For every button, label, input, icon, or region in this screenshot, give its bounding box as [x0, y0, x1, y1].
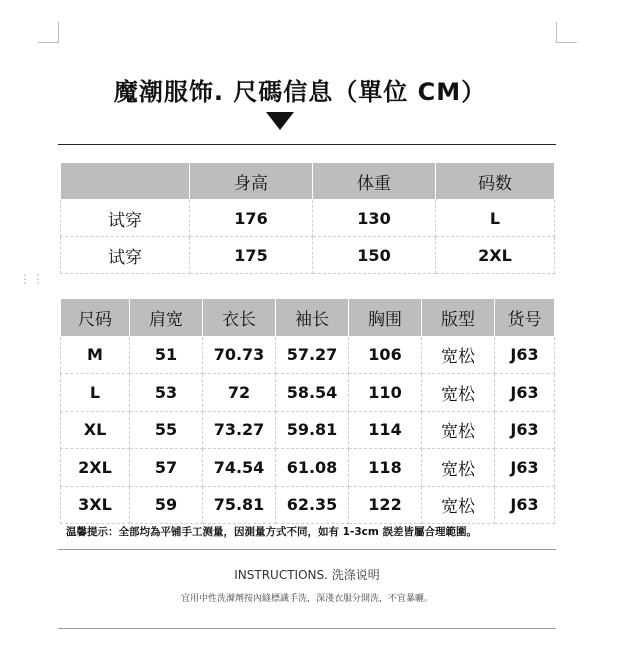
size-table-cell: 宽松	[422, 336, 495, 374]
page-title: 魔潮服饰. 尺碼信息（單位 CM）	[113, 78, 487, 106]
measurement-note: 温馨提示：全部均為平铺手工测量，因測量方式不同，如有 1-3cm 誤差皆屬合理範圍。	[66, 526, 477, 538]
size-table-cell: J63	[495, 449, 555, 487]
page-corner-mark-top-right	[556, 22, 577, 43]
size-table-header-cell: 肩宽	[130, 299, 203, 337]
fit-table-row	[61, 237, 555, 274]
size-table-header-row	[61, 299, 555, 337]
fit-table-header-cell: 身高	[190, 163, 313, 200]
fit-table-cell: 130	[313, 200, 436, 237]
size-table-cell: 106	[349, 336, 422, 374]
size-table-header-cell: 尺码	[61, 299, 130, 337]
size-table-cell: 62.35	[276, 486, 349, 524]
size-table-cell: M	[61, 336, 130, 374]
size-table-cell: 57.27	[276, 336, 349, 374]
size-table-row	[61, 486, 555, 524]
size-table-header-cell: 袖长	[276, 299, 349, 337]
size-table-cell: J63	[495, 374, 555, 412]
size-table-cell: 57	[130, 449, 203, 487]
size-table-cell: 75.81	[203, 486, 276, 524]
size-table-cell: 70.73	[203, 336, 276, 374]
fit-table-cell: 150	[313, 237, 436, 274]
size-table-cell: 3XL	[61, 486, 130, 524]
size-table-cell: 宽松	[422, 486, 495, 524]
size-table-cell: 59.81	[276, 411, 349, 449]
size-table-cell: 58.54	[276, 374, 349, 412]
size-table-cell: 114	[349, 411, 422, 449]
size-table-header-cell: 衣长	[203, 299, 276, 337]
size-table-cell: 110	[349, 374, 422, 412]
table-move-handle-icon[interactable]: ⋮⋮	[19, 272, 45, 286]
size-table-cell: J63	[495, 411, 555, 449]
size-table-cell: 118	[349, 449, 422, 487]
size-table-cell: 73.27	[203, 411, 276, 449]
fit-table-header-cell	[61, 163, 190, 200]
bottom-divider	[58, 628, 556, 629]
fit-table-cell: 2XL	[436, 237, 555, 274]
size-table-row	[61, 449, 555, 487]
fit-table-row	[61, 200, 555, 237]
fit-table-header-cell: 码数	[436, 163, 555, 200]
size-table	[60, 298, 555, 524]
size-table-cell: 55	[130, 411, 203, 449]
size-table-header-cell: 胸围	[349, 299, 422, 337]
instructions-title: INSTRUCTIONS. 洗涤说明	[234, 568, 380, 582]
size-table-cell: 59	[130, 486, 203, 524]
fit-table-cell: 试穿	[61, 200, 190, 237]
fit-table-cell: 176	[190, 200, 313, 237]
page-corner-mark-top-left	[38, 22, 59, 43]
size-table-cell: 宽松	[422, 449, 495, 487]
fit-table	[60, 162, 555, 274]
size-table-cell: 74.54	[203, 449, 276, 487]
size-table-cell: XL	[61, 411, 130, 449]
size-table-row	[61, 374, 555, 412]
size-table-header-cell: 版型	[422, 299, 495, 337]
size-table-cell: 51	[130, 336, 203, 374]
size-table-row	[61, 411, 555, 449]
size-table-cell: 61.08	[276, 449, 349, 487]
size-table-cell: 53	[130, 374, 203, 412]
instructions-text: 宜用中性洗滌劑按內縫標識手洗，深淺衣服分開洗，不宜暴曬。	[180, 594, 433, 604]
size-table-cell: 宽松	[422, 374, 495, 412]
fit-table-header-row	[61, 163, 555, 200]
size-table-cell: J63	[495, 486, 555, 524]
fit-table-cell: L	[436, 200, 555, 237]
fit-table-cell: 试穿	[61, 237, 190, 274]
down-triangle-icon	[266, 112, 294, 130]
size-table-header-cell: 货号	[495, 299, 555, 337]
fit-table-header-cell: 体重	[313, 163, 436, 200]
size-table-cell: 宽松	[422, 411, 495, 449]
note-divider	[58, 549, 556, 550]
size-table-cell: 122	[349, 486, 422, 524]
size-table-cell: 2XL	[61, 449, 130, 487]
title-divider	[58, 144, 556, 145]
fit-table-cell: 175	[190, 237, 313, 274]
size-table-cell: L	[61, 374, 130, 412]
size-table-row	[61, 336, 555, 374]
size-table-cell: J63	[495, 336, 555, 374]
size-table-cell: 72	[203, 374, 276, 412]
